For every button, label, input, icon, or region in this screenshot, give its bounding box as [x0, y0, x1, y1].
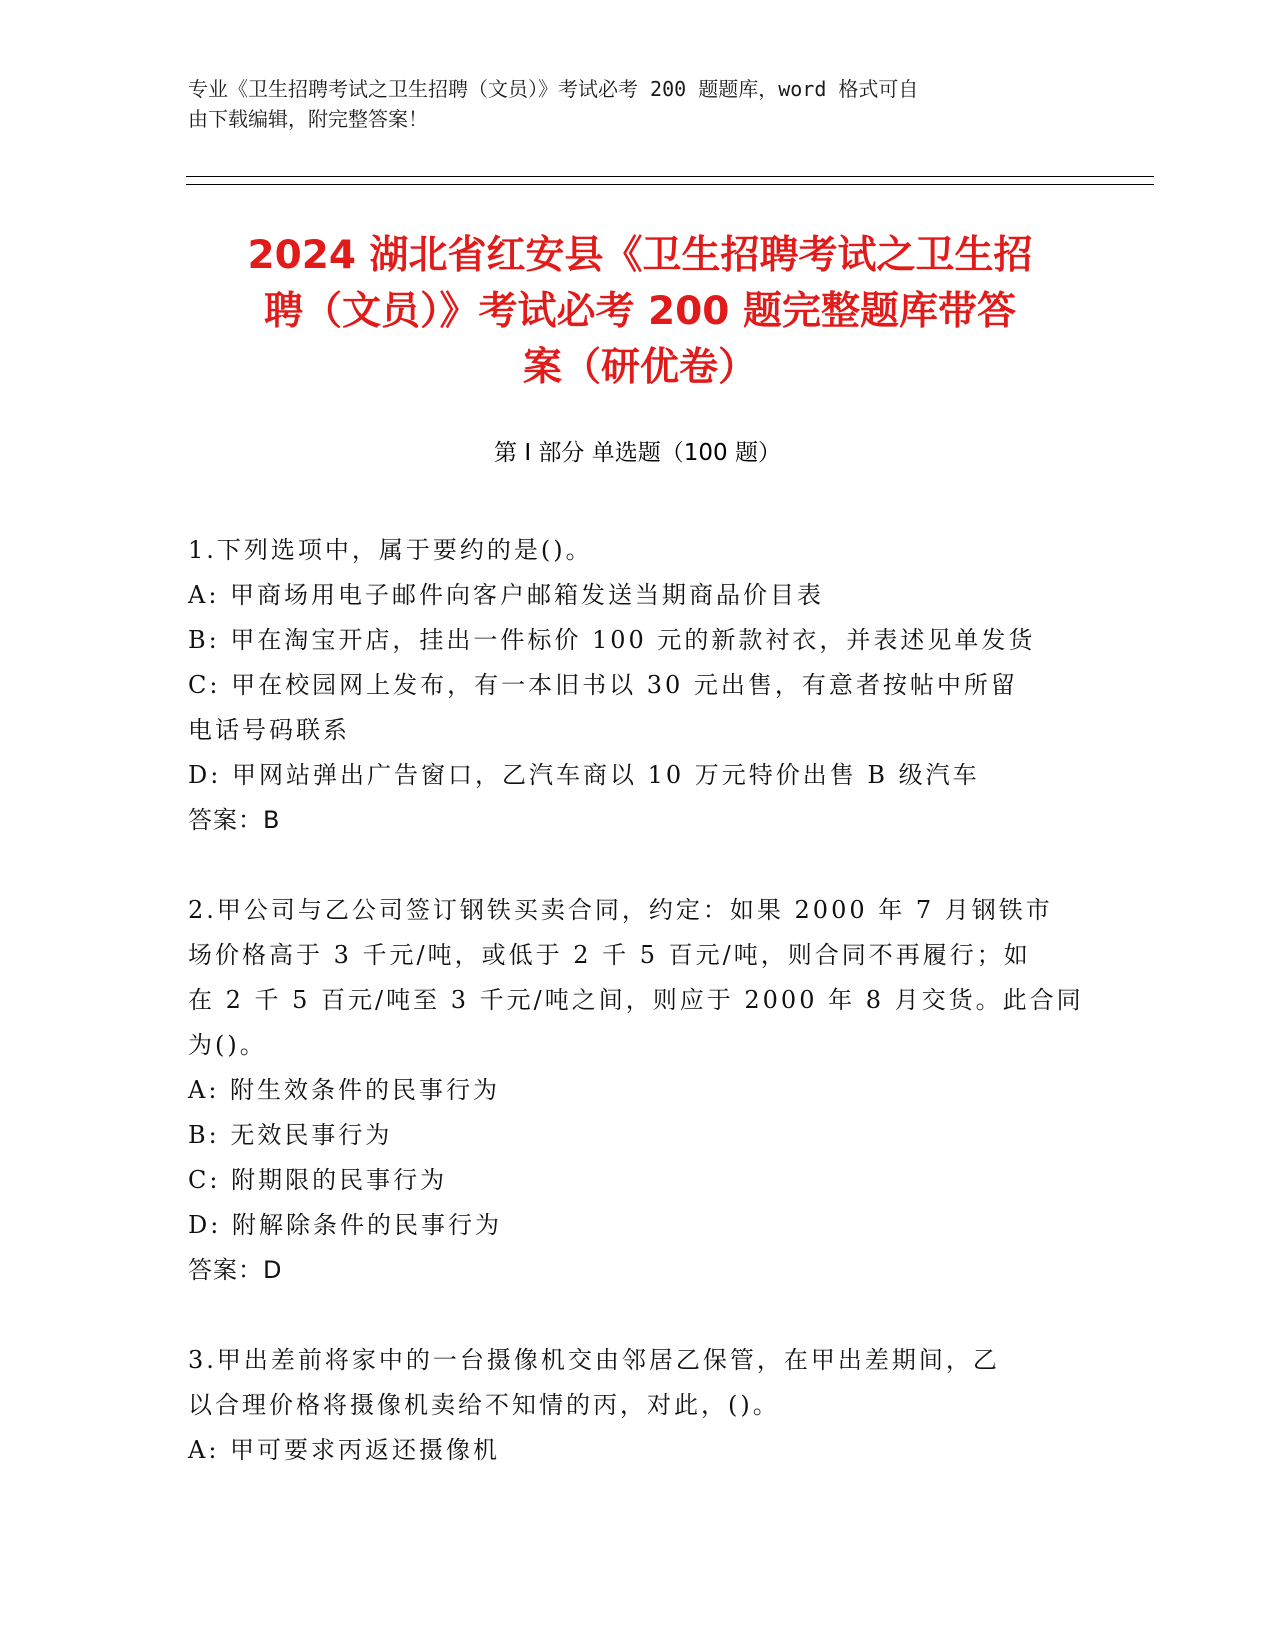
question-stem-line: 场价格高于 3 千元/吨，或低于 2 千 5 百元/吨，则合同不再履行；如	[188, 941, 1031, 969]
document-title	[180, 228, 1100, 396]
question-stem-line: 1.下列选项中，属于要约的是()。	[188, 536, 593, 564]
option-a: A: 甲可要求丙返还摄像机	[188, 1436, 501, 1464]
option-b: B: 无效民事行为	[188, 1121, 393, 1149]
question-stem-line: 3.甲出差前将家中的一台摄像机交由邻居乙保管，在甲出差期间，乙	[188, 1346, 1000, 1374]
question-stem-line: 以合理价格将摄像机卖给不知情的丙，对此，()。	[188, 1391, 780, 1419]
header-note-line: 由下载编辑，附完整答案！	[188, 107, 428, 131]
option-a: A: 甲商场用电子邮件向客户邮箱发送当期商品价目表	[188, 581, 825, 609]
section-heading: 第 I 部分 单选题（100 题）	[494, 440, 781, 466]
option-b: B: 甲在淘宝开店，挂出一件标价 100 元的新款衬衣，并表述见单发货	[188, 626, 1036, 654]
title-line: 2024 湖北省红安县《卫生招聘考试之卫生招	[247, 233, 1033, 278]
header-rule-bottom	[186, 184, 1154, 185]
answer-line: 答案：D	[188, 1256, 283, 1284]
question-stem-line: 在 2 千 5 百元/吨至 3 千元/吨之间，则应于 2000 年 8 月交货。此合同	[188, 986, 1084, 1014]
option-c-continued: 电话号码联系	[188, 716, 350, 744]
question-item	[188, 528, 1088, 843]
question-stem-line: 2.甲公司与乙公司签订钢铁买卖合同，约定：如果 2000 年 7 月钢铁市	[188, 896, 1053, 924]
header-note-line: 专业《卫生招聘考试之卫生招聘（文员）》考试必考 200 题题库，word 格式可自	[188, 77, 919, 101]
title-line: 案（研优卷）	[522, 345, 757, 390]
option-d: D: 附解除条件的民事行为	[188, 1211, 502, 1239]
option-c: C: 甲在校园网上发布，有一本旧书以 30 元出售，有意者按帖中所留	[188, 671, 1018, 699]
option-c: C: 附期限的民事行为	[188, 1166, 448, 1194]
title-line: 聘（文员）》考试必考 200 题完整题库带答	[263, 289, 1017, 334]
answer-line: 答案：B	[188, 806, 281, 834]
question-item	[188, 888, 1088, 1293]
question-item	[188, 1338, 1088, 1473]
option-d: D: 甲网站弹出广告窗口，乙汽车商以 10 万元特价出售 B 级汽车	[188, 761, 980, 789]
question-stem-line: 为()。	[188, 1031, 267, 1059]
document-header-note	[188, 74, 1088, 134]
header-rule-top	[186, 176, 1154, 177]
question-list	[188, 528, 1088, 1473]
option-a: A: 附生效条件的民事行为	[188, 1076, 501, 1104]
